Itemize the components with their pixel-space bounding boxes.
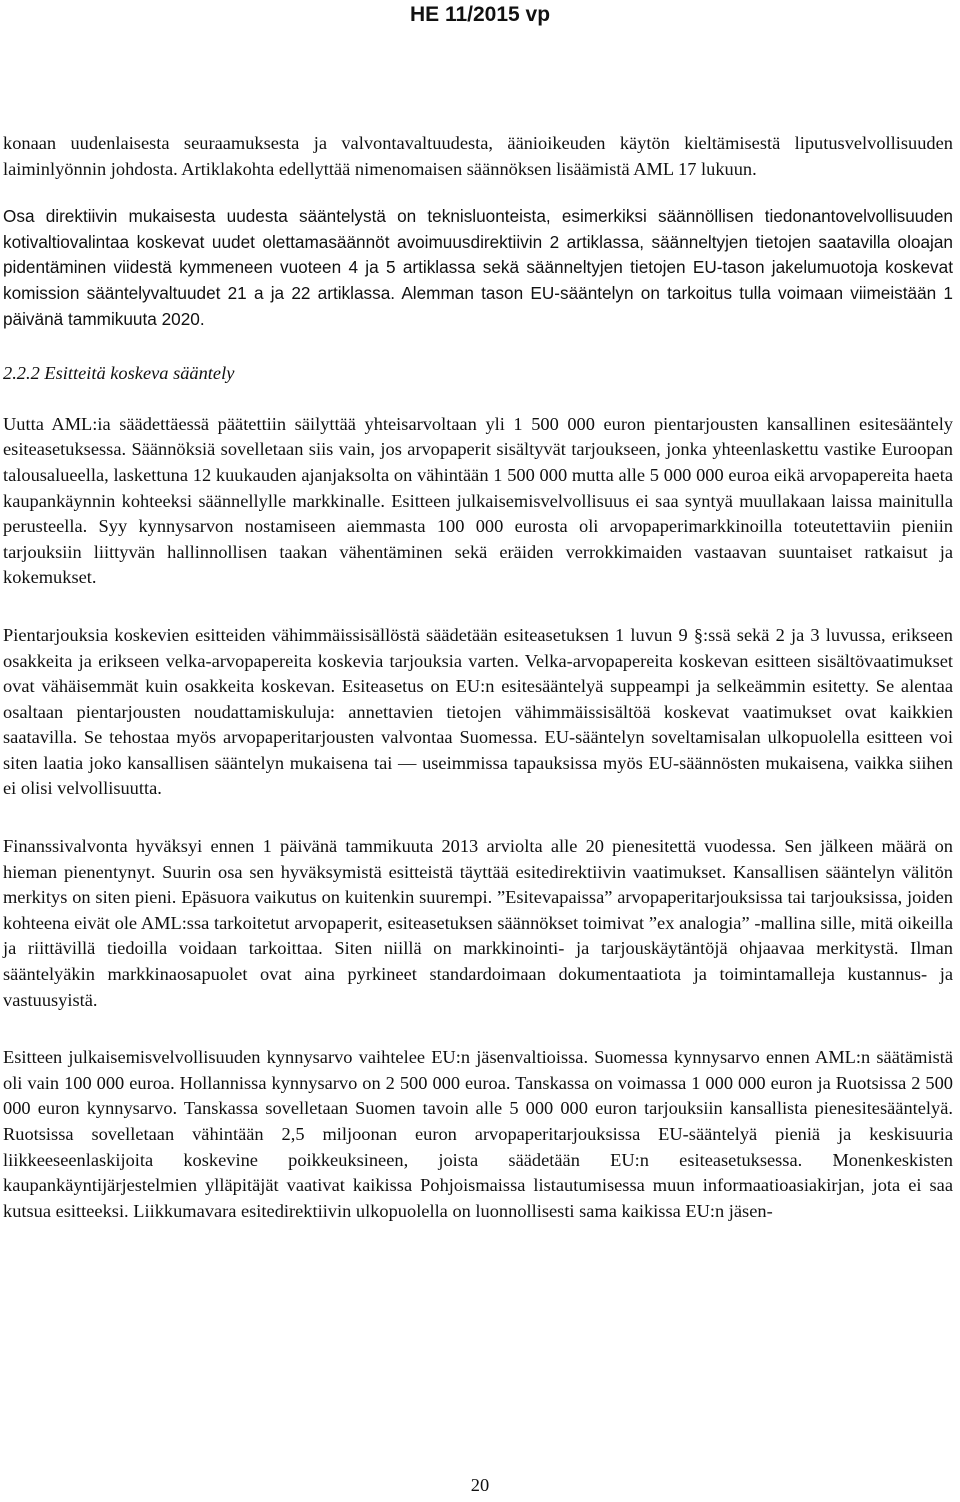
page-header: HE 11/2015 vp [409,3,551,26]
paragraph-fiva-approvals: Finanssivalvonta hyväksyi ennen 1 päivänä tammikuuta 2013 arviolta alle 20 pienesitettä vuodessa. Sen jälkeen määrä on hieman pienentynyt. Suurin osa sen hyväksymistä esitteistä täyttää esitedirektiivin vaatimukset. Kansallisen sääntelyn välitön merkitys on siten pieni. Epäsuora vaikutus on kuitenkin suurempi. ”Esitevapaissa” arvopaperitarjouksissa tai tarjouksissa, joiden kohteena eivät ole AML:ssa tarkoitetut arvopaperit, esiteasetuksen säännökset toimivat ”ex analogia” -mallina sille, mitä oikeilla ja riittävillä tiedoilla voidaan tarkoittaa. Siten niillä on markkinointi- ja tarjouskäytäntöjä ohjaavaa merkitystä. Ilman sääntelyäkin markkinaosapuolet ovat aina pyrkineet standardoimaan dokumentaatiota ja toimintamalleja kustannus- ja vastuusyistä. [3,836,953,1010]
page-number: 20 [470,1475,490,1495]
paragraph-member-states: Esitteen julkaisemisvelvollisuuden kynnysarvo vaihtelee EU:n jäsenvaltioissa. Suomessa kynnysarvo ennen AML:n säätämistä oli vain 100 000 euroa. Hollannissa kynnysarvo on 2 500 000 euroa. Tanskassa on voimassa 1 000 000 euron ja Ruotsissa 2 500 000 euron kynnysarvo. Tanskassa sovelletaan Suomen tavoin alle 5 000 000 euron tarjouksiin kansallista pienesitesääntelyä. Ruotsissa sovelletaan vähintään 2,5 miljoonan euron arvopaperitarjouksissa EU-sääntelyä pieniä ja keskisuuria liikkeeseenlaskijoita koskevine poikkeuksineen, joista säädetään EU:n esiteasetuksessa. Monenkeskisten kaupankäyntijärjestelmien ylläpitäjät vaativat kaikissa Pohjoismaissa listautumisessa muun informaatioasiakirjan, jota ei saa kutsua esitteeksi. Liikkumavara esitedirektiivin ulkopuolella on luonnollisesti sama kaikissa EU:n jäsen- [3,1047,953,1221]
document-body [3,131,953,1224]
paragraph-minimum-content: Pientarjouksia koskevien esitteiden vähimmäissisällöstä säädetään esiteasetuksen 1 luvun 9 §:ssä sekä 2 ja 3 luvussa, erikseen osakkeita ja erikseen velka-arvopapereita koskevia tarjouksia varten. Velka-arvopapereita koskevan esitteen sisältövaatimukset ovat vähäisemmät kuin osakkeita koskevan. Esiteasetus on EU:n esitesääntelyä suppeampi ja selkeämmin esitetty. Se alentaa osaltaan pientarjousten noudattamiskuluja: annettavien tietojen vähimmäissisältöä koskevat vaatimukset ovat kaikkien saatavilla. Se tehostaa myös arvopaperitarjousten valvontaa Suomessa. EU-sääntelyn soveltamisalan ulkopuolella esitteen voi siten laatia joko kansallisen sääntelyn mukaisena tai — useimmissa tapauksissa myös EU-säännösten mukaisena, vaikka siihen ei olisi velvollisuutta. [3,624,953,799]
paragraph-threshold: Uutta AML:ia säädettäessä päätettiin säilyttää yhteisarvoltaan yli 1 500 000 euron pientarjousten kansallinen esitesääntely esiteasetuksessa. Säännöksiä sovelletaan siis vain, jos arvopaperit sisältyvät tarjoukseen, jonka yhteenlaskettu vastike Euroopan talousalueella, laskettuna 12 kuukauden ajanjaksolta on vähintään 1 500 000 mutta alle 5 000 000 euroa eikä arvopapereita haeta kaupankäynnin kohteeksi säännellylle markkinalle. Esitteen julkaisemisvelvollisuus ei saa syntyä muullakaan laissa mainitulla perusteella. Syy kynnysarvon nostamiseen aiemmasta 100 000 eurosta oli arvopaperimarkkinoilla toteutettaviin pieniin tarjouksiin liittyvän hallinnollisen taakan vähentäminen sekä eräiden verrokkimaiden vastaavan suuntaiset ratkaisut ja kokemukset. [3,413,953,588]
paragraph-technical-regulation: Osa direktiivin mukaisesta uudesta sääntelystä on teknisluonteista, esimerkiksi säännöllisen tiedonantovelvollisuuden kotivaltiovalintaa koskevat uudet olettamasäännöt avoimuusdirektiivin 2 artiklassa, säänneltyjen tietojen saatavilla oloajan pidentäminen viidestä kymmeneen vuoteen 4 ja 5 artiklassa sekä säänneltyjen tietojen EU-tason jakelumuotoja koskevat komission sääntelyvaltuudet 21 a ja 22 artiklassa. Alemman tason EU-sääntelyn on tarkoitus tulla voimaan viimeistään 1 päivänä tammikuuta 2020. [3,206,953,329]
paragraph-continuation: konaan uudenlaisesta seuraamuksesta ja valvontavaltuudesta, äänioikeuden käytön kieltämisestä liputusvelvollisuuden laiminlyönnin johdosta. Artiklakohta edellyttää nimenomaisen säännöksen lisäämistä AML 17 lukuun. [3,133,953,179]
section-heading: 2.2.2 Esitteitä koskeva sääntely [3,363,235,384]
